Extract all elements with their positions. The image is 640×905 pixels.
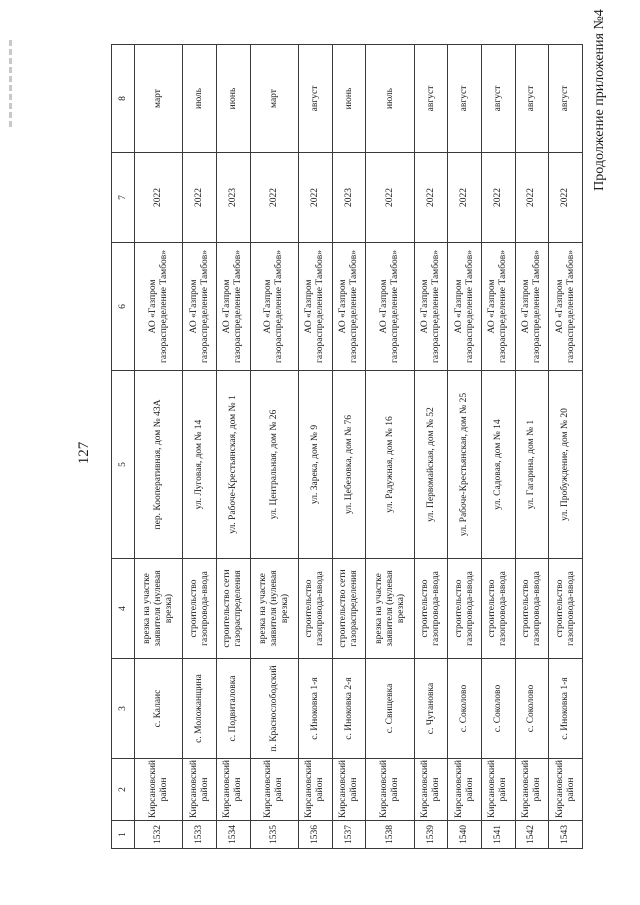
- row-number-cell: 1538: [366, 821, 414, 849]
- address-cell: ул. Гагарина, дом № 1: [515, 371, 549, 559]
- table-row: [332, 45, 366, 849]
- organization-cell: АО «Газпром газораспределение Тамбов»: [299, 243, 333, 371]
- address-cell: ул. Пробуждение, дом № 20: [549, 371, 583, 559]
- work-type-cell: строительство газопровода-ввода: [448, 559, 482, 659]
- gas-connection-table: [111, 44, 583, 849]
- settlement-cell: с. Иноковка 1-я: [549, 659, 583, 759]
- year-cell: 2022: [448, 153, 482, 243]
- district-cell: Кирсановский район: [332, 759, 366, 821]
- work-type-cell: строительство газопровода-ввода: [515, 559, 549, 659]
- column-header: 6: [112, 243, 135, 371]
- settlement-cell: с. Подвиталовка: [217, 659, 251, 759]
- month-cell: август: [515, 45, 549, 153]
- organization-cell: АО «Газпром газораспределение Тамбов»: [482, 243, 516, 371]
- district-cell: Кирсановский район: [366, 759, 414, 821]
- row-number-cell: 1532: [135, 821, 183, 849]
- scan-artifact: [9, 40, 12, 130]
- address-cell: пер. Кооперативная, дом № 43А: [135, 371, 183, 559]
- month-cell: март: [135, 45, 183, 153]
- table-body: [135, 45, 583, 849]
- month-cell: июнь: [332, 45, 366, 153]
- settlement-cell: с. Моложанщина: [183, 659, 217, 759]
- settlement-cell: с. Соколово: [448, 659, 482, 759]
- address-cell: ул. Рабоче-Крестьянская, дом № 25: [448, 371, 482, 559]
- row-number-cell: 1543: [549, 821, 583, 849]
- address-cell: ул. Луговая, дом № 14: [183, 371, 217, 559]
- month-cell: август: [299, 45, 333, 153]
- district-cell: Кирсановский район: [135, 759, 183, 821]
- row-number-cell: 1542: [515, 821, 549, 849]
- month-cell: август: [482, 45, 516, 153]
- year-cell: 2022: [414, 153, 448, 243]
- row-number-cell: 1534: [217, 821, 251, 849]
- row-number-cell: 1539: [414, 821, 448, 849]
- organization-cell: АО «Газпром газораспределение Тамбов»: [217, 243, 251, 371]
- row-number-cell: 1533: [183, 821, 217, 849]
- year-cell: 2022: [135, 153, 183, 243]
- table-row: [366, 45, 414, 849]
- settlement-cell: с. Калаис: [135, 659, 183, 759]
- district-cell: Кирсановский район: [183, 759, 217, 821]
- month-cell: март: [250, 45, 298, 153]
- table-row: [482, 45, 516, 849]
- table-row: [448, 45, 482, 849]
- header-row: [112, 45, 135, 849]
- appendix-title: Продолжение приложения №4: [592, 9, 607, 191]
- organization-cell: АО «Газпром газораспределение Тамбов»: [135, 243, 183, 371]
- district-cell: Кирсановский район: [217, 759, 251, 821]
- table-row: [549, 45, 583, 849]
- organization-cell: АО «Газпром газораспределение Тамбов»: [183, 243, 217, 371]
- address-cell: ул. Радужная, дом № 16: [366, 371, 414, 559]
- district-cell: Кирсановский район: [515, 759, 549, 821]
- month-cell: июнь: [217, 45, 251, 153]
- settlement-cell: с. Иноковка 1-я: [299, 659, 333, 759]
- year-cell: 2023: [217, 153, 251, 243]
- settlement-cell: п. Краснослободский: [250, 659, 298, 759]
- district-cell: Кирсановский район: [299, 759, 333, 821]
- address-cell: ул. Садовая, дом № 14: [482, 371, 516, 559]
- table-row: [250, 45, 298, 849]
- district-cell: Кирсановский район: [549, 759, 583, 821]
- year-cell: 2022: [250, 153, 298, 243]
- table-row: [299, 45, 333, 849]
- column-header: 4: [112, 559, 135, 659]
- district-cell: Кирсановский район: [448, 759, 482, 821]
- year-cell: 2022: [183, 153, 217, 243]
- work-type-cell: строительство сети газораспределения: [332, 559, 366, 659]
- column-header: 1: [112, 821, 135, 849]
- organization-cell: АО «Газпром газораспределение Тамбов»: [332, 243, 366, 371]
- row-number-cell: 1537: [332, 821, 366, 849]
- work-type-cell: строительство газопровода-ввода: [183, 559, 217, 659]
- organization-cell: АО «Газпром газораспределение Тамбов»: [515, 243, 549, 371]
- row-number-cell: 1535: [250, 821, 298, 849]
- work-type-cell: строительство газопровода-ввода: [482, 559, 516, 659]
- month-cell: август: [414, 45, 448, 153]
- table-row: [217, 45, 251, 849]
- month-cell: август: [448, 45, 482, 153]
- district-cell: Кирсановский район: [414, 759, 448, 821]
- year-cell: 2023: [332, 153, 366, 243]
- year-cell: 2022: [299, 153, 333, 243]
- district-cell: Кирсановский район: [482, 759, 516, 821]
- row-number-cell: 1540: [448, 821, 482, 849]
- year-cell: 2022: [515, 153, 549, 243]
- month-cell: июль: [366, 45, 414, 153]
- organization-cell: АО «Газпром газораспределение Тамбов»: [250, 243, 298, 371]
- address-cell: ул. Центральная, дом № 26: [250, 371, 298, 559]
- table-row: [135, 45, 183, 849]
- organization-cell: АО «Газпром газораспределение Тамбов»: [414, 243, 448, 371]
- year-cell: 2022: [482, 153, 516, 243]
- work-type-cell: строительство сети газораспределения: [217, 559, 251, 659]
- address-cell: ул. Цебезовка, дом № 76: [332, 371, 366, 559]
- settlement-cell: с. Свищевка: [366, 659, 414, 759]
- settlement-cell: с. Иноковка 2-я: [332, 659, 366, 759]
- district-cell: Кирсановский район: [250, 759, 298, 821]
- month-cell: август: [549, 45, 583, 153]
- table-row: [414, 45, 448, 849]
- organization-cell: АО «Газпром газораспределение Тамбов»: [366, 243, 414, 371]
- organization-cell: АО «Газпром газораспределение Тамбов»: [549, 243, 583, 371]
- table-frame: [111, 45, 583, 849]
- rotated-table-wrapper: [111, 45, 583, 849]
- address-cell: ул. Рабоче-Крестьянская, дом № 1: [217, 371, 251, 559]
- table-row: [183, 45, 217, 849]
- address-cell: ул. Первомайская, дом № 52: [414, 371, 448, 559]
- work-type-cell: врезка на участке заявителя (нулевая врезка): [366, 559, 414, 659]
- column-header: 8: [112, 45, 135, 153]
- month-cell: июль: [183, 45, 217, 153]
- year-cell: 2022: [549, 153, 583, 243]
- year-cell: 2022: [366, 153, 414, 243]
- work-type-cell: врезка на участке заявителя (нулевая врезка): [250, 559, 298, 659]
- column-header: 3: [112, 659, 135, 759]
- settlement-cell: с. Соколово: [515, 659, 549, 759]
- row-number-cell: 1536: [299, 821, 333, 849]
- column-header: 5: [112, 371, 135, 559]
- page-number: 127: [76, 441, 92, 465]
- settlement-cell: с. Соколово: [482, 659, 516, 759]
- settlement-cell: с. Чутановка: [414, 659, 448, 759]
- work-type-cell: врезка на участке заявителя (нулевая врезка): [135, 559, 183, 659]
- column-header: 7: [112, 153, 135, 243]
- work-type-cell: строительство газопровода-ввода: [299, 559, 333, 659]
- row-number-cell: 1541: [482, 821, 516, 849]
- column-header: 2: [112, 759, 135, 821]
- table-row: [515, 45, 549, 849]
- work-type-cell: строительство газопровода-ввода: [549, 559, 583, 659]
- work-type-cell: строительство газопровода-ввода: [414, 559, 448, 659]
- organization-cell: АО «Газпром газораспределение Тамбов»: [448, 243, 482, 371]
- address-cell: ул. Зарека, дом № 9: [299, 371, 333, 559]
